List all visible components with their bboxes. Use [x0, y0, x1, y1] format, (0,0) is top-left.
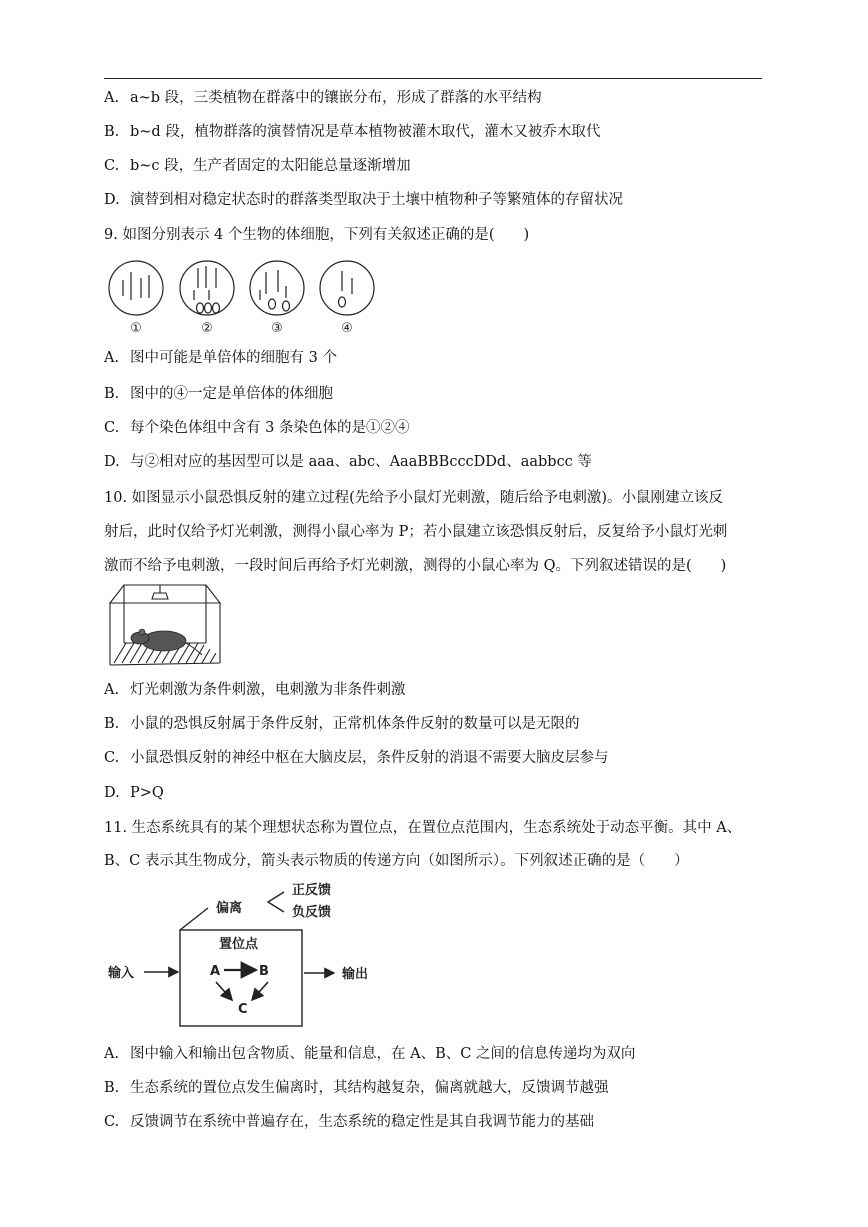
q10-option-d: D. P>Q: [104, 785, 164, 801]
node-b: B: [259, 964, 269, 979]
cell-1-membrane: [109, 261, 163, 315]
q10-option-c: C. 小鼠恐惧反射的神经中枢在大脑皮层，条件反射的消退不需要大脑皮层参与: [104, 750, 609, 766]
negative-feedback-label: 负反馈: [292, 905, 332, 920]
q9-option-c: C. 每个染色体组中含有 3 条染色体的是①②④: [104, 420, 410, 436]
q8-option-a: A. a~b 段，三类植物在群落中的镶嵌分布，形成了群落的水平结构: [104, 90, 542, 106]
q10-stem-line-3: 激而不给予电刺激，一段时间后再给予灯光刺激，测得的小鼠心率为 Q。下列叙述错误的是( ): [104, 558, 727, 574]
cell-label-2: ②: [201, 321, 213, 336]
setpoint-diagram: [104, 876, 394, 1036]
q9-cells-figure: [106, 258, 386, 340]
q9-option-b: B. 图中的④一定是单倍体的体细胞: [104, 386, 333, 402]
cell-4-membrane: [320, 261, 374, 315]
q9-stem: 9. 如图分别表示 4 个生物的体细胞，下列有关叙述正确的是( ): [104, 227, 530, 243]
q11-stem-line-1: 11. 生态系统具有的某个理想状态称为置位点，在置位点范围内，生态系统处于动态平衡。其中 A、: [104, 820, 742, 836]
q8-option-d: D. 演替到相对稳定状态时的群落类型取决于土壤中植物种子等繁殖体的存留状况: [104, 192, 623, 208]
header-rule: [104, 78, 762, 79]
deviation-connector: [180, 908, 208, 930]
q8-option-c: C. b~c 段，生产者固定的太阳能总量逐渐增加: [104, 158, 411, 174]
node-a: A: [210, 964, 221, 979]
deviation-label: 偏离: [216, 901, 243, 916]
setpoint-label: 置位点: [219, 937, 259, 952]
q9-option-a: A. 图中可能是单倍体的细胞有 3 个: [104, 350, 337, 366]
cell-2-membrane: [180, 261, 234, 315]
cell-label-1: ①: [130, 321, 142, 336]
q9-option-d: D. 与②相对应的基因型可以是 aaa、abc、AaaBBBcccDDd、aabbcc 等: [104, 454, 592, 470]
q11-option-a: A. 图中输入和输出包含物质、能量和信息，在 A、B、C 之间的信息传递均为双向: [104, 1046, 636, 1062]
q10-option-a: A. 灯光刺激为条件刺激，电刺激为非条件刺激: [104, 682, 406, 698]
q11-stem-line-2: B、C 表示其生物成分，箭头表示物质的传递方向（如图所示）。下列叙述正确的是（ ）: [104, 853, 689, 869]
node-c: C: [238, 1002, 248, 1017]
q8-option-b: B. b~d 段，植物群落的演替情况是草本植物被灌木取代，灌木又被乔木取代: [104, 124, 601, 140]
q11-option-c: C. 反馈调节在系统中普遍存在，生态系统的稳定性是其自我调节能力的基础: [104, 1114, 594, 1130]
input-label: 输入: [108, 966, 135, 981]
mouse-cage-figure: [104, 583, 226, 669]
cell-label-3: ③: [271, 321, 283, 336]
feedback-chevron: [268, 892, 284, 912]
mouse-icon: [131, 629, 202, 655]
cell-label-4: ④: [341, 321, 353, 336]
q11-option-b: B. 生态系统的置位点发生偏离时，其结构越复杂，偏离就越大，反馈调节越强: [104, 1080, 609, 1096]
q10-stem-line-1: 10. 如图显示小鼠恐惧反射的建立过程(先给予小鼠灯光刺激，随后给予电刺激)。小鼠刚建立该反: [104, 490, 723, 506]
b-to-c-arrow: [252, 982, 268, 1000]
q10-option-b: B. 小鼠的恐惧反射属于条件反射，正常机体条件反射的数量可以是无限的: [104, 716, 580, 732]
output-label: 输出: [342, 967, 369, 982]
cell-3-membrane: [250, 261, 304, 315]
positive-feedback-label: 正反馈: [292, 883, 332, 898]
q10-stem-line-2: 射后，此时仅给予灯光刺激，测得小鼠心率为 P；若小鼠建立该恐惧反射后，反复给予小鼠灯光刺: [104, 524, 728, 540]
a-to-c-arrow: [216, 982, 232, 1000]
